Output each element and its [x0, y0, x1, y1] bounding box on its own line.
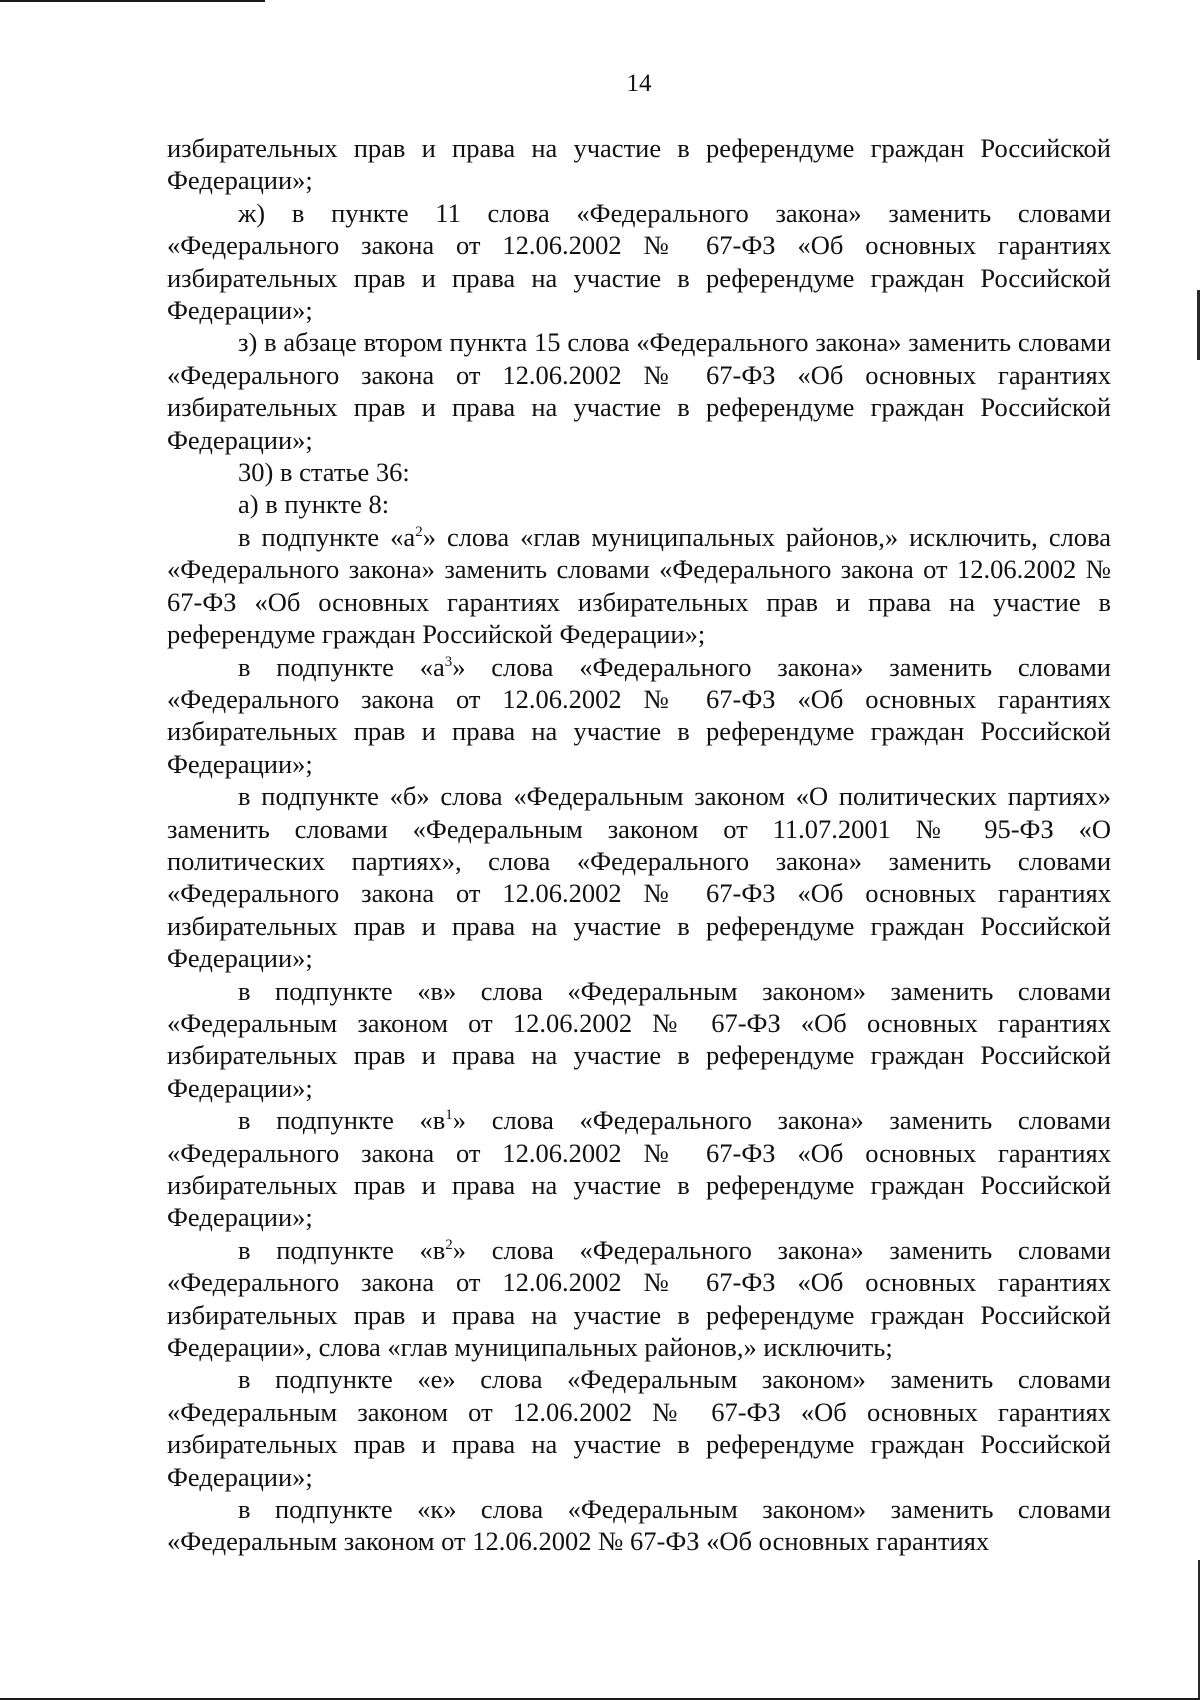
- paragraph: [167, 197, 1111, 327]
- paragraph-text: в подпункте «в» слова «Федеральным законом» заменить словами «Федеральным законом от 12.06.2002 № 67-ФЗ «Об основных гарантиях избирательных прав и права на участие в референдуме граждан Российской Федерации»;: [167, 975, 1111, 1103]
- paragraph-text: в подпункте «б» слова «Федеральным законом «О политических партиях» заменить словами «Федеральным законом от 11.07.2001 № 95-ФЗ «О политических партиях», слова «Федерального закона» заменить словами «Федерального закона от 12.06.2002 № 67-ФЗ «Об основных гарантиях избирательных прав и права на участие в референдуме граждан Российской Федерации»;: [167, 781, 1111, 974]
- paragraph-text: в подпункте «а: [238, 521, 416, 552]
- paragraph-text: избирательных прав и права на участие в референдуме граждан Российской Федерации»;: [167, 133, 1111, 196]
- paragraph-text: ж) в пункте 11 слова «Федерального закона» заменить словами «Федерального закона от 12.06.2002 № 67-ФЗ «Об основных гарантиях избирательных прав и права на участие в референдуме граждан Российской Федерации»;: [167, 197, 1111, 326]
- paragraph: [167, 651, 1111, 781]
- paragraph-text: в подпункте «а: [238, 651, 445, 682]
- document-body: [167, 132, 1111, 1558]
- paragraph-text: з) в абзаце втором пункта 15 слова «Федерального закона» заменить словами «Федерального закона от 12.06.2002 № 67-ФЗ «Об основных гарантиях избирательных прав и права на участие в референдуме граждан Российской Федерации»;: [167, 327, 1111, 455]
- scan-edge-top: [0, 0, 265, 2]
- paragraph: [167, 1363, 1111, 1493]
- superscript-index: 2: [415, 523, 423, 540]
- superscript-index: 3: [444, 653, 453, 670]
- paragraph: [167, 456, 1111, 488]
- paragraph: [167, 326, 1111, 456]
- paragraph: [167, 1493, 1111, 1558]
- paragraph-text: в подпункте «е» слова «Федеральным законом» заменить словами «Федеральным законом от 12.06.2002 № 67-ФЗ «Об основных гарантиях избирательных прав и права на участие в референдуме граждан Российской Федерации»;: [167, 1364, 1111, 1492]
- paragraph: [167, 975, 1111, 1105]
- paragraph-text: » слова «глав муниципальных районов,» исключить, слова «Федерального закона» заменить словами «Федерального закона от 12.06.2002 № 67-ФЗ «Об основных гарантиях избирательных прав и права на участие в референдуме граждан Российской Федерации»;: [167, 521, 1111, 650]
- page-number: 14: [626, 70, 652, 97]
- paragraph-text: 30) в статье 36:: [238, 457, 410, 488]
- superscript-index: 1: [445, 1107, 453, 1124]
- paragraph-text: » слова «Федерального закона» заменить словами «Федерального закона от 12.06.2002 № 67-ФЗ «Об основных гарантиях избирательных прав и права на участие в референдуме граждан Российской Федерации»;: [167, 651, 1111, 779]
- paragraph: [167, 1104, 1111, 1234]
- paragraph-text: в подпункте «к» слова «Федеральным законом» заменить словами «Федеральным законом от 12.06.2002 № 67-ФЗ «Об основных гарантиях: [167, 1494, 1111, 1557]
- paragraph: [167, 132, 1111, 197]
- superscript-index: 2: [445, 1236, 453, 1253]
- paragraph-text: » слова «Федерального закона» заменить словами «Федерального закона от 12.06.2002 № 67-ФЗ «Об основных гарантиях избирательных прав и права на участие в референдуме граждан Российской Федерации», слова «глав муниципальных районов,» исключить;: [167, 1234, 1111, 1363]
- paragraph: [167, 488, 1111, 520]
- paragraph: [167, 1234, 1111, 1364]
- paragraph: [167, 521, 1111, 651]
- paragraph-text: » слова «Федерального закона» заменить словами «Федерального закона от 12.06.2002 № 67-ФЗ «Об основных гарантиях избирательных прав и права на участие в референдуме граждан Российской Федерации»;: [167, 1105, 1111, 1233]
- paragraph: [167, 780, 1111, 974]
- paragraph-text: в подпункте «в: [238, 1234, 446, 1265]
- paragraph-text: в подпункте «в: [238, 1105, 446, 1136]
- paragraph-text: а) в пункте 8:: [238, 489, 390, 520]
